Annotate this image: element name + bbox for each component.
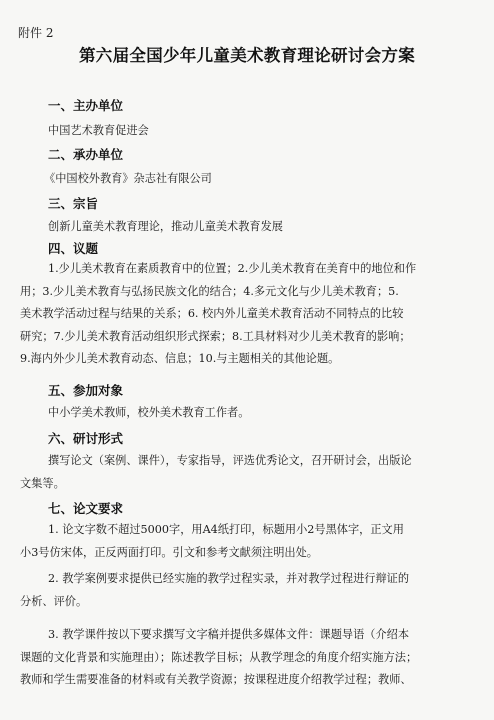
section-heading-participants: 五、参加对象 [48, 383, 124, 398]
topics-line: 1.少儿美术教育在素质教育中的位置；2.少儿美术教育在美育中的地位和作 [48, 262, 417, 275]
host-name: 《中国校外教育》杂志社有限公司 [44, 172, 212, 185]
format-line: 文集等。 [20, 476, 65, 490]
section-heading-purpose: 三、宗旨 [48, 196, 99, 211]
page-title: 第六届全国少年儿童美术教育理论研讨会方案 [79, 46, 415, 65]
requirement-paragraph-2 [20, 568, 472, 613]
requirement-line: 小3号仿宋体，正反两面打印。引文和参考文献须注明出处。 [20, 545, 318, 559]
section-heading-host: 二、承办单位 [48, 147, 124, 162]
participants-text: 中小学美术教师，校外美术教育工作者。 [48, 406, 250, 419]
attachment-label: 附件 2 [18, 26, 54, 40]
section-heading-format: 六、研讨形式 [48, 431, 124, 446]
requirement-line: 2. 教学案例要求提供已经实施的教学过程实录，并对教学过程进行辩证的 [48, 572, 410, 585]
topics-line: 用；3.少儿美术教育与弘扬民族文化的结合；4.多元文化与少儿美术教育；5. [20, 284, 399, 298]
requirement-line: 教师和学生需要准备的材料或有关教学资源；按课程进度介绍教学过程；教师、 [20, 673, 412, 687]
requirement-line: 1. 论文字数不超过5000字，用A4纸打印，标题用小2号黑体字，正文用 [48, 523, 404, 536]
requirement-paragraph-1 [20, 519, 472, 564]
topics-paragraph [20, 258, 472, 371]
section-heading-topics: 四、议题 [48, 241, 99, 256]
topics-line: 研究；7.少儿美术教育活动组织形式探索；8.工具材料对少儿美术教育的影响； [20, 329, 411, 343]
organizer-name: 中国艺术教育促进会 [48, 124, 149, 137]
topics-line: 9.海内外少儿美术教育动态、信息；10.与主题相关的其他论题。 [20, 352, 340, 366]
purpose-text: 创新儿童美术教育理论，推动儿童美术教育发展 [48, 220, 283, 233]
topics-line: 美术教学活动过程与结果的关系；6. 校内外儿童美术教育活动不同特点的比较 [20, 307, 404, 321]
section-heading-requirements: 七、论文要求 [48, 501, 124, 516]
format-line: 撰写论文（案例、课件），专家指导，评选优秀论文，召开研讨会，出版论 [48, 454, 412, 467]
requirement-line: 3. 教学课件按以下要求撰写文字稿并提供多媒体文件：课题导语（介绍本 [48, 628, 410, 641]
format-paragraph [20, 450, 472, 495]
requirement-line: 分析、评价。 [20, 594, 88, 608]
requirement-paragraph-3 [20, 624, 472, 692]
requirement-line: 课题的文化背景和实施理由）；陈述教学目标；从教学理念的角度介绍实施方法； [20, 650, 418, 664]
section-heading-organizer: 一、主办单位 [48, 98, 124, 113]
